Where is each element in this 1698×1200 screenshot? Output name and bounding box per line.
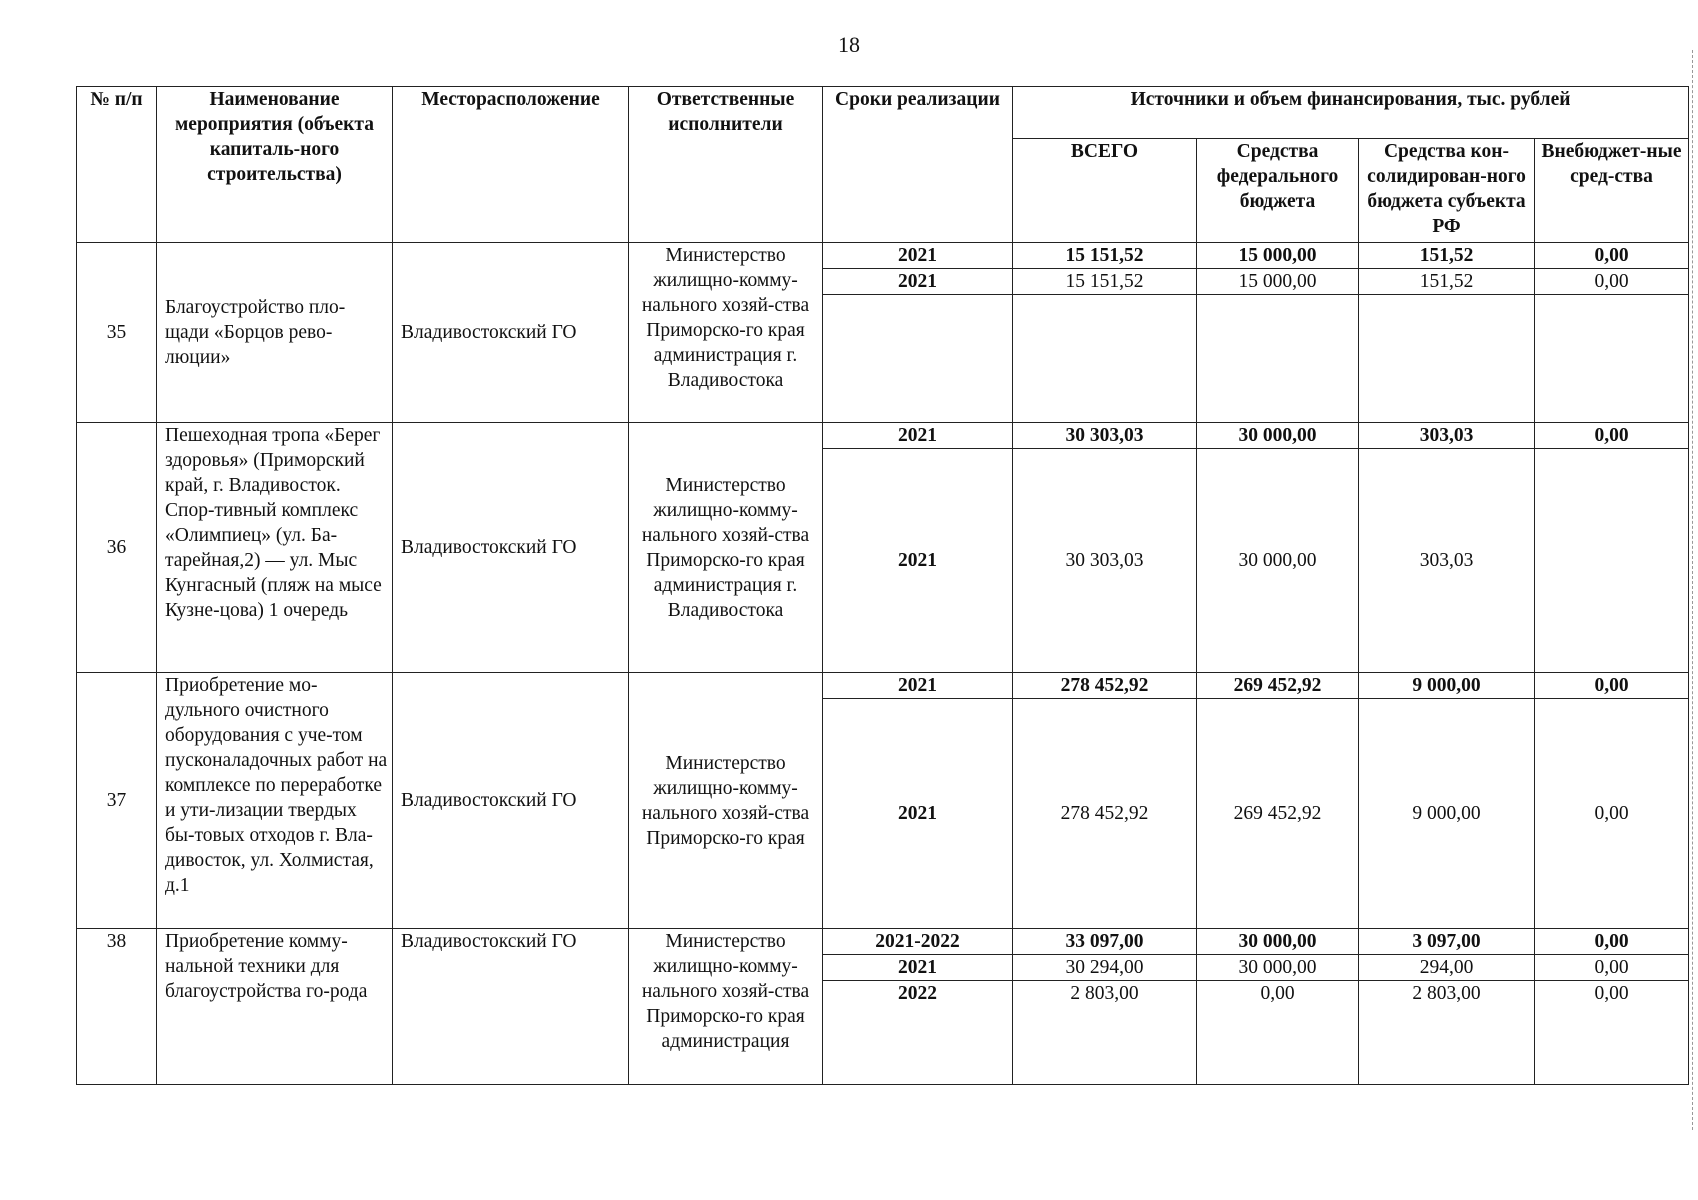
row-year: 2022 [823,981,1013,1085]
row-federal: 0,00 [1197,981,1359,1085]
row-federal: 30 000,00 [1197,449,1359,673]
row-responsible: Министерство жилищно-комму-нального хозяй-ства Приморско-го края администрация г. Владивостока [629,423,823,673]
row-regional: 303,03 [1359,423,1535,449]
row-year: 2021 [823,243,1013,269]
row-num: 35 [77,243,157,423]
row-total: 15 151,52 [1013,269,1197,295]
row-regional: 9 000,00 [1359,699,1535,929]
row-extra [1535,449,1689,673]
row-location: Владивостокский ГО [393,423,629,673]
row-regional: 151,52 [1359,243,1535,269]
row-regional: 2 803,00 [1359,981,1535,1085]
header-total: ВСЕГО [1013,139,1197,243]
header-federal: Средства федерального бюджета [1197,139,1359,243]
table-row [77,673,1689,699]
row-responsible: Министерство жилищно-комму-нального хозяй-ства Приморско-го края администрация [629,929,823,1085]
row-extra: 0,00 [1535,929,1689,955]
empty-cell [1535,295,1689,423]
row-extra: 0,00 [1535,243,1689,269]
row-year: 2021 [823,449,1013,673]
row-extra: 0,00 [1535,269,1689,295]
row-num: 36 [77,423,157,673]
row-total: 15 151,52 [1013,243,1197,269]
table-row [77,243,1689,269]
row-year: 2021 [823,423,1013,449]
row-year: 2021-2022 [823,929,1013,955]
row-regional: 294,00 [1359,955,1535,981]
row-year: 2021 [823,955,1013,981]
row-total: 30 303,03 [1013,423,1197,449]
empty-cell [823,295,1013,423]
row-extra: 0,00 [1535,981,1689,1085]
empty-cell [1197,295,1359,423]
page-number: 18 [838,32,860,57]
header-period: Сроки реализации [823,87,1013,243]
row-responsible: Министерство жилищно-комму-нального хозяй-ства Приморско-го края администрация г. Владивостока [629,243,823,423]
row-total: 30 303,03 [1013,449,1197,673]
row-regional: 303,03 [1359,449,1535,673]
row-num: 38 [77,929,157,1085]
row-federal: 15 000,00 [1197,243,1359,269]
row-federal: 269 452,92 [1197,673,1359,699]
row-total: 278 452,92 [1013,699,1197,929]
table-row [77,423,1689,449]
header-num: № п/п [77,87,157,243]
row-total: 30 294,00 [1013,955,1197,981]
row-name: Пешеходная тропа «Берег здоровья» (Приморский край, г. Владивосток. Спор-тивный комплекс «Олимпиец» (ул. Ба-тарейная,2) — ул. Мыс Кунгасный (пляж на мысе Кузне-цова) 1 очередь [157,423,393,673]
header-location: Месторасположение [393,87,629,243]
row-location: Владивостокский ГО [393,929,629,1085]
row-total: 278 452,92 [1013,673,1197,699]
row-name: Благоустройство пло-щади «Борцов рево-люции» [157,243,393,423]
row-extra: 0,00 [1535,955,1689,981]
header-regional: Средства кон-солидирован-ного бюджета субъекта РФ [1359,139,1535,243]
table-row [77,929,1689,955]
row-extra: 0,00 [1535,423,1689,449]
row-federal: 269 452,92 [1197,699,1359,929]
row-extra: 0,00 [1535,699,1689,929]
header-responsible: Ответственные исполнители [629,87,823,243]
header-funding-group: Источники и объем финансирования, тыс. рублей [1013,87,1689,139]
row-year: 2021 [823,673,1013,699]
row-federal: 30 000,00 [1197,423,1359,449]
row-location: Владивостокский ГО [393,243,629,423]
empty-cell [1359,295,1535,423]
row-total: 33 097,00 [1013,929,1197,955]
header-name: Наименование мероприятия (объекта капиталь-ного строительства) [157,87,393,243]
funding-table [76,86,1689,1085]
row-total: 2 803,00 [1013,981,1197,1085]
row-num: 37 [77,673,157,929]
row-regional: 3 097,00 [1359,929,1535,955]
row-responsible: Министерство жилищно-комму-нального хозяй-ства Приморско-го края [629,673,823,929]
row-location: Владивостокский ГО [393,673,629,929]
row-regional: 9 000,00 [1359,673,1535,699]
header-extra: Внебюджет-ные сред-ства [1535,139,1689,243]
row-federal: 30 000,00 [1197,955,1359,981]
row-extra: 0,00 [1535,673,1689,699]
scan-edge-marks [1692,50,1696,1130]
empty-cell [1013,295,1197,423]
row-name: Приобретение мо-дульного очистного оборудования с уче-том пусконаладочных работ на комплексе по переработке и ути-лизации твердых бы-товых отходов г. Вла-дивосток, ул. Холмистая, д.1 [157,673,393,929]
row-year: 2021 [823,699,1013,929]
row-name: Приобретение комму-нальной техники для благоустройства го-рода [157,929,393,1085]
row-federal: 30 000,00 [1197,929,1359,955]
row-year: 2021 [823,269,1013,295]
row-regional: 151,52 [1359,269,1535,295]
row-federal: 15 000,00 [1197,269,1359,295]
